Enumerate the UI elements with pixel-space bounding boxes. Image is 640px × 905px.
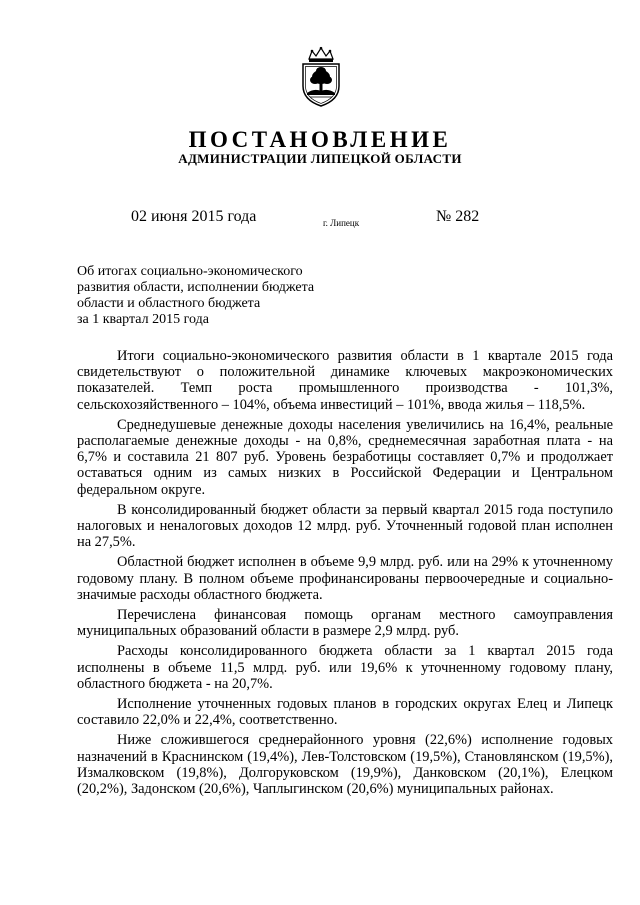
- document-date: 02 июня 2015 года: [131, 208, 257, 225]
- body-paragraph: Перечислена финансовая помощь органам местного самоуправления муниципальных образований области в размере 2,9 млрд. руб.: [77, 607, 613, 640]
- body-paragraph: Областной бюджет исполнен в объеме 9,9 млрд. руб. или на 29% к уточненному годовому плану. В полном объеме профинансированы первоочередные и социально-значимые расходы областного бюджета.: [77, 554, 613, 603]
- body-paragraph: Среднедушевые денежные доходы населения увеличились на 16,4%, реальные располагаемые денежные доходы - на 0,8%, среднемесячная заработная плата - на 6,7% и составила 21 807 руб. Уровень безработицы составляет 0,7% и продолжает оставаться одним из самых низких в Российской Федерации и Центральном федеральном округе.: [77, 416, 613, 498]
- heading-line: за 1 квартал 2015 года: [77, 312, 209, 327]
- document-number: № 282: [436, 208, 480, 225]
- body-paragraph: Исполнение уточненных годовых планов в городских округах Елец и Липецк составило 22,0% и 22,4%, соответственно.: [77, 696, 613, 729]
- body-paragraph: Расходы консолидированного бюджета области за 1 квартал 2015 года исполнены в объеме 11,5 млрд. руб. или 19,6% к уточненному годовому плану, областного бюджета - на 20,7%.: [77, 643, 613, 692]
- body-paragraph: Ниже сложившегося среднерайонного уровня (22,6%) исполнение годовых назначений в Краснинском (19,4%), Лев-Толстовском (19,5%), Становлянском (19,5%), Измалковском (19,8%), Долгоруковском (19,9%), Данковском (20,1%), Елецком (20,2%), Задонском (20,6%), Чаплыгинском (20,6%) муниципальных районах.: [77, 732, 613, 798]
- document-body: [77, 348, 613, 801]
- document-subtitle: АДМИНИСТРАЦИИ ЛИПЕЦКОЙ ОБЛАСТИ: [178, 151, 462, 166]
- document-heading: [77, 264, 377, 328]
- document-title: ПОСТАНОВЛЕНИЕ: [188, 127, 452, 152]
- coat-of-arms-icon: [299, 46, 343, 108]
- body-paragraph: В консолидированный бюджет области за первый квартал 2015 года поступило налоговых и неналоговых доходов 12 млрд. руб. Уточненный годовой план исполнен на 27,5%.: [77, 501, 613, 551]
- heading-line: развития области, исполнении бюджета: [77, 280, 315, 295]
- heading-line: Об итогах социально-экономического: [77, 264, 303, 279]
- document-city: г. Липецк: [323, 218, 360, 228]
- body-paragraph: Итоги социально-экономического развития области в 1 квартале 2015 года свидетельствуют о положительной динамике ключевых макроэкономических показателей. Темп роста промышленного производства - 101,3%, сельскохозяйственного – 104%, объема инвестиций – 101%, ввода жилья – 118,5%.: [77, 348, 613, 413]
- heading-line: области и областного бюджета: [77, 296, 261, 311]
